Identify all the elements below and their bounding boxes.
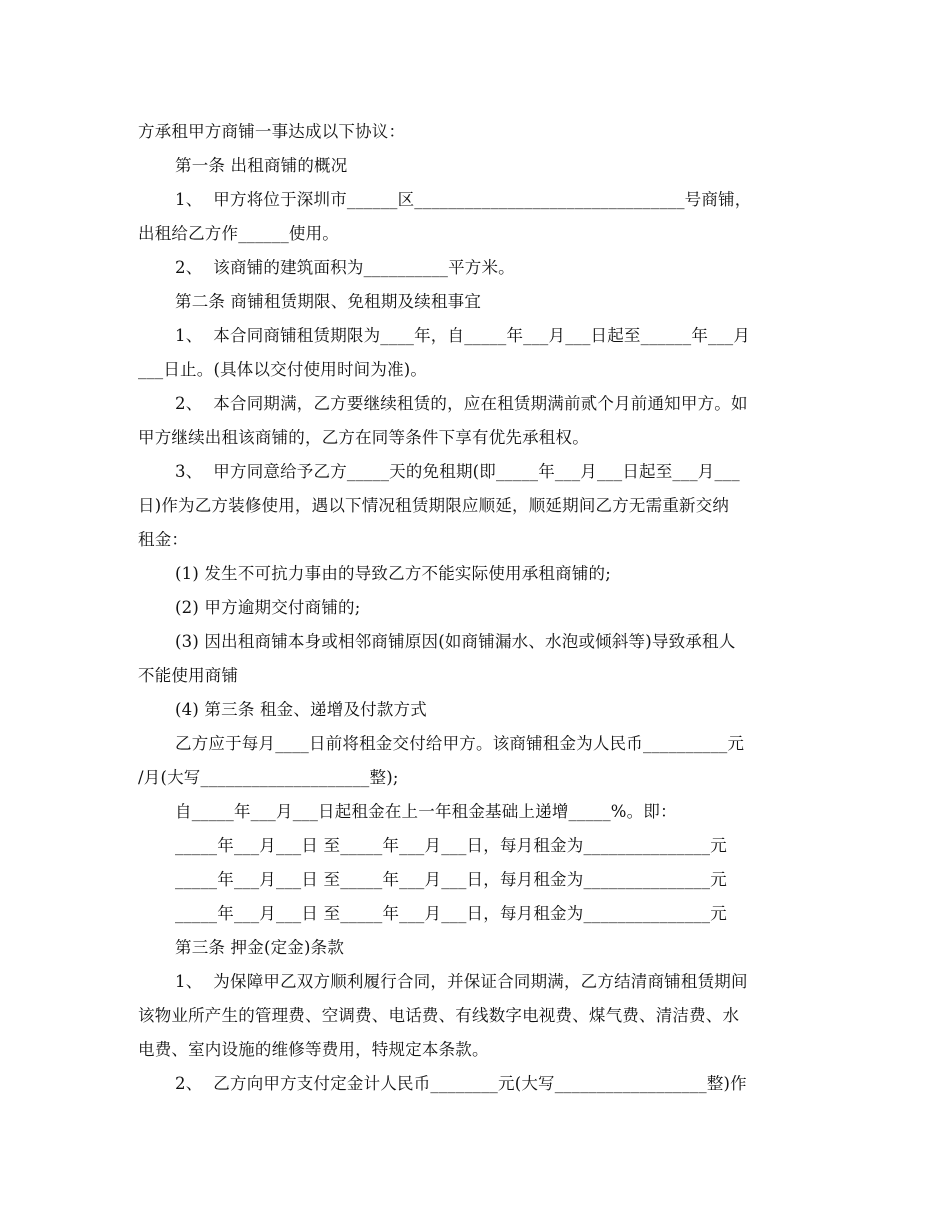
text-line-17: 不能使用商铺 [138,666,239,685]
text-line-27: 该物业所产生的管理费、空调费、电话费、有线数字电视费、煤气费、清洁费、水 [138,1006,740,1025]
text-line-5: 2、 该商铺的建筑面积为__________平方米。 [175,258,515,277]
text-line-13: 租金： [138,530,189,549]
rent-period-row-2: _____年___月___日 至_____年___月___日，每月租金为_______________元 [175,870,727,889]
text-line-16: (3) 因出租商铺本身或相邻商铺原因(如商铺漏水、水泡或倾斜等)导致承租人 [175,632,736,651]
text-line-26: 1、 为保障甲乙双方顺利履行合同，并保证合同期满，乙方结清商铺租赁期间 [175,972,748,991]
text-line-15: (2) 甲方逾期交付商铺的; [175,598,361,617]
text-line-3: 1、 甲方将位于深圳市______区________________________________号商铺， [175,190,752,209]
article-2-heading: 第二条 商铺租赁期限、免租期及续租事宜 [175,292,482,311]
article-1-heading: 第一条 出租商铺的概况 [175,156,348,175]
article-3-heading: (4) 第三条 租金、递增及付款方式 [175,700,427,719]
text-line-7: 1、 本合同商铺租赁期限为____年，自_____年___月___日起至______年___月 [175,326,751,345]
text-line-29: 2、 乙方向甲方支付定金计人民币________元(大写__________________整)作 [175,1074,747,1093]
text-line-1: 方承租甲方商铺一事达成以下协议： [138,122,406,141]
text-line-19: 乙方应于每月____日前将租金交付给甲方。该商铺租金为人民币__________元 [175,734,745,753]
text-line-21: 自_____年___月___日起租金在上一年租金基础上递增_____%。即： [175,802,677,821]
text-line-20: /月(大写____________________整); [138,768,399,787]
rent-period-row-1: _____年___月___日 至_____年___月___日，每月租金为_______________元 [175,836,727,855]
text-line-9: 2、 本合同期满，乙方要继续租赁的，应在租赁期满前贰个月前通知甲方。如 [175,394,748,413]
text-line-4: 出租给乙方作______使用。 [138,224,339,243]
text-line-11: 3、 甲方同意给予乙方_____天的免租期(即_____年___月___日起至___月___ [175,462,740,481]
text-line-8: ___日止。(具体以交付使用时间为准)。 [138,360,428,379]
rent-period-row-3: _____年___月___日 至_____年___月___日，每月租金为_______________元 [175,904,727,923]
text-line-14: (1) 发生不可抗力事由的导致乙方不能实际使用承租商铺的; [175,564,611,583]
text-line-28: 电费、室内设施的维修等费用，特规定本条款。 [138,1040,489,1059]
text-line-10: 甲方继续出租该商铺的，乙方在同等条件下享有优先承租权。 [138,428,589,447]
text-line-12: 日)作为乙方装修使用，遇以下情况租赁期限应顺延，顺延期间乙方无需重新交纳 [138,496,730,515]
deposit-article-heading: 第三条 押金(定金)条款 [175,938,345,957]
